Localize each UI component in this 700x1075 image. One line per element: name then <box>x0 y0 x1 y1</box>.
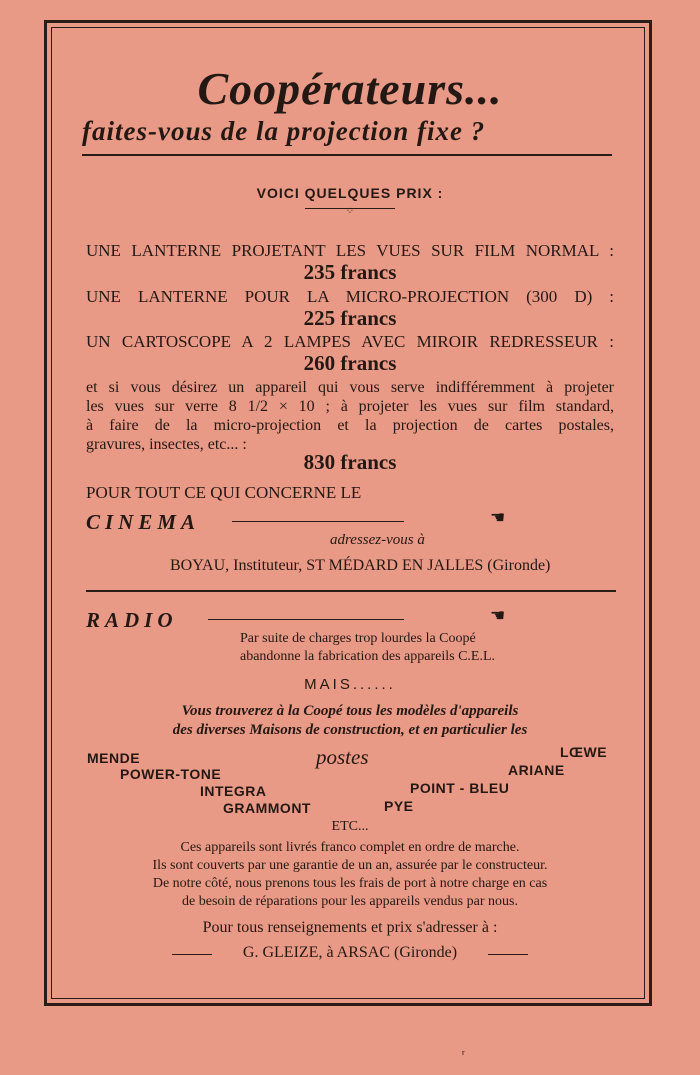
price-item-value: 225 francs <box>303 306 397 330</box>
brand-mende: MENDE <box>87 750 141 766</box>
postes-label: postes <box>316 745 369 769</box>
brand-grammont: GRAMMONT <box>223 800 311 816</box>
cinema-address-prompt: adressez-vous à <box>330 532 425 548</box>
delivery-text: Ils sont couverts par une garantie de un an, assurée par le constructeur. <box>152 858 548 873</box>
cinema-label: CINEMA <box>86 510 201 534</box>
cinema-rule <box>232 521 404 522</box>
etc-label: ETC... <box>331 819 369 834</box>
radio-label: RADIO <box>86 608 178 632</box>
page-mark: r <box>462 1048 465 1057</box>
price-item-desc: UN CARTOSCOPE A 2 LAMPES AVEC MIROIR REDRESSEUR : <box>86 332 614 351</box>
prices-heading: VOICI QUELQUES PRIX : <box>256 185 444 201</box>
combo-text: gravures, insectes, etc... : <box>86 436 247 453</box>
brand-loewe: LŒWE <box>560 744 608 760</box>
radio-notice: abandonne la fabrication des appareils C.E.L. <box>240 649 496 664</box>
radio-rule <box>208 619 404 620</box>
combo-text: à faire de la micro-projection et la projection de cartes postales, <box>86 417 614 434</box>
delivery-text: de besoin de réparations pour les appareils vendus par nous. <box>182 894 518 909</box>
delivery-text: Ces appareils sont livrés franco complet en ordre de marche. <box>180 840 520 855</box>
brand-pye: PYE <box>384 798 414 814</box>
price-item-value: 235 francs <box>303 260 397 284</box>
section-divider <box>86 590 616 592</box>
radio-contact: G. GLEIZE, à ARSAC (Gironde) <box>242 944 458 961</box>
price-item-value: 260 francs <box>303 351 397 375</box>
subtitle-underline <box>82 154 612 156</box>
brand-power-tone: POWER-TONE <box>120 766 222 782</box>
radio-promo: des diverses Maisons de construction, et en particulier les <box>172 722 528 738</box>
brand-integra: INTEGRA <box>200 783 267 799</box>
price-item-desc: UNE LANTERNE POUR LA MICRO-PROJECTION (300 D) : <box>86 287 614 306</box>
mais-heading: MAIS...... <box>304 676 396 693</box>
radio-notice: Par suite de charges trop lourdes la Coopé <box>240 631 476 646</box>
combo-text: et si vous désirez un appareil qui vous serve indifféremment à projeter <box>86 379 614 396</box>
page-title: Coopérateurs... <box>197 63 503 114</box>
radio-promo: Vous trouverez à la Coopé tous les modèles d'appareils <box>181 703 519 719</box>
combo-price: 830 francs <box>303 450 397 474</box>
combo-text: les vues sur verre 8 1/2 × 10 ; à projeter les vues sur film standard, <box>86 398 614 415</box>
contact-rule-right <box>488 954 528 955</box>
page-subtitle: faites-vous de la projection fixe ? <box>82 116 486 146</box>
price-item-desc: UNE LANTERNE PROJETANT LES VUES SUR FILM NORMAL : <box>86 241 614 260</box>
cinema-intro: POUR TOUT CE QUI CONCERNE LE <box>86 483 362 502</box>
ornament-icon: ⁘ <box>345 206 355 217</box>
pointing-hand-icon: ☚ <box>490 508 506 527</box>
cinema-contact: BOYAU, Instituteur, ST MÉDARD EN JALLES (Gironde) <box>170 557 551 574</box>
pointing-hand-icon: ☚ <box>490 606 506 625</box>
brand-point-bleu: POINT - BLEU <box>410 780 510 796</box>
info-prompt: Pour tous renseignements et prix s'adresser à : <box>202 919 498 936</box>
delivery-text: De notre côté, nous prenons tous les frais de port à notre charge en cas <box>152 876 548 891</box>
brand-ariane: ARIANE <box>508 762 565 778</box>
